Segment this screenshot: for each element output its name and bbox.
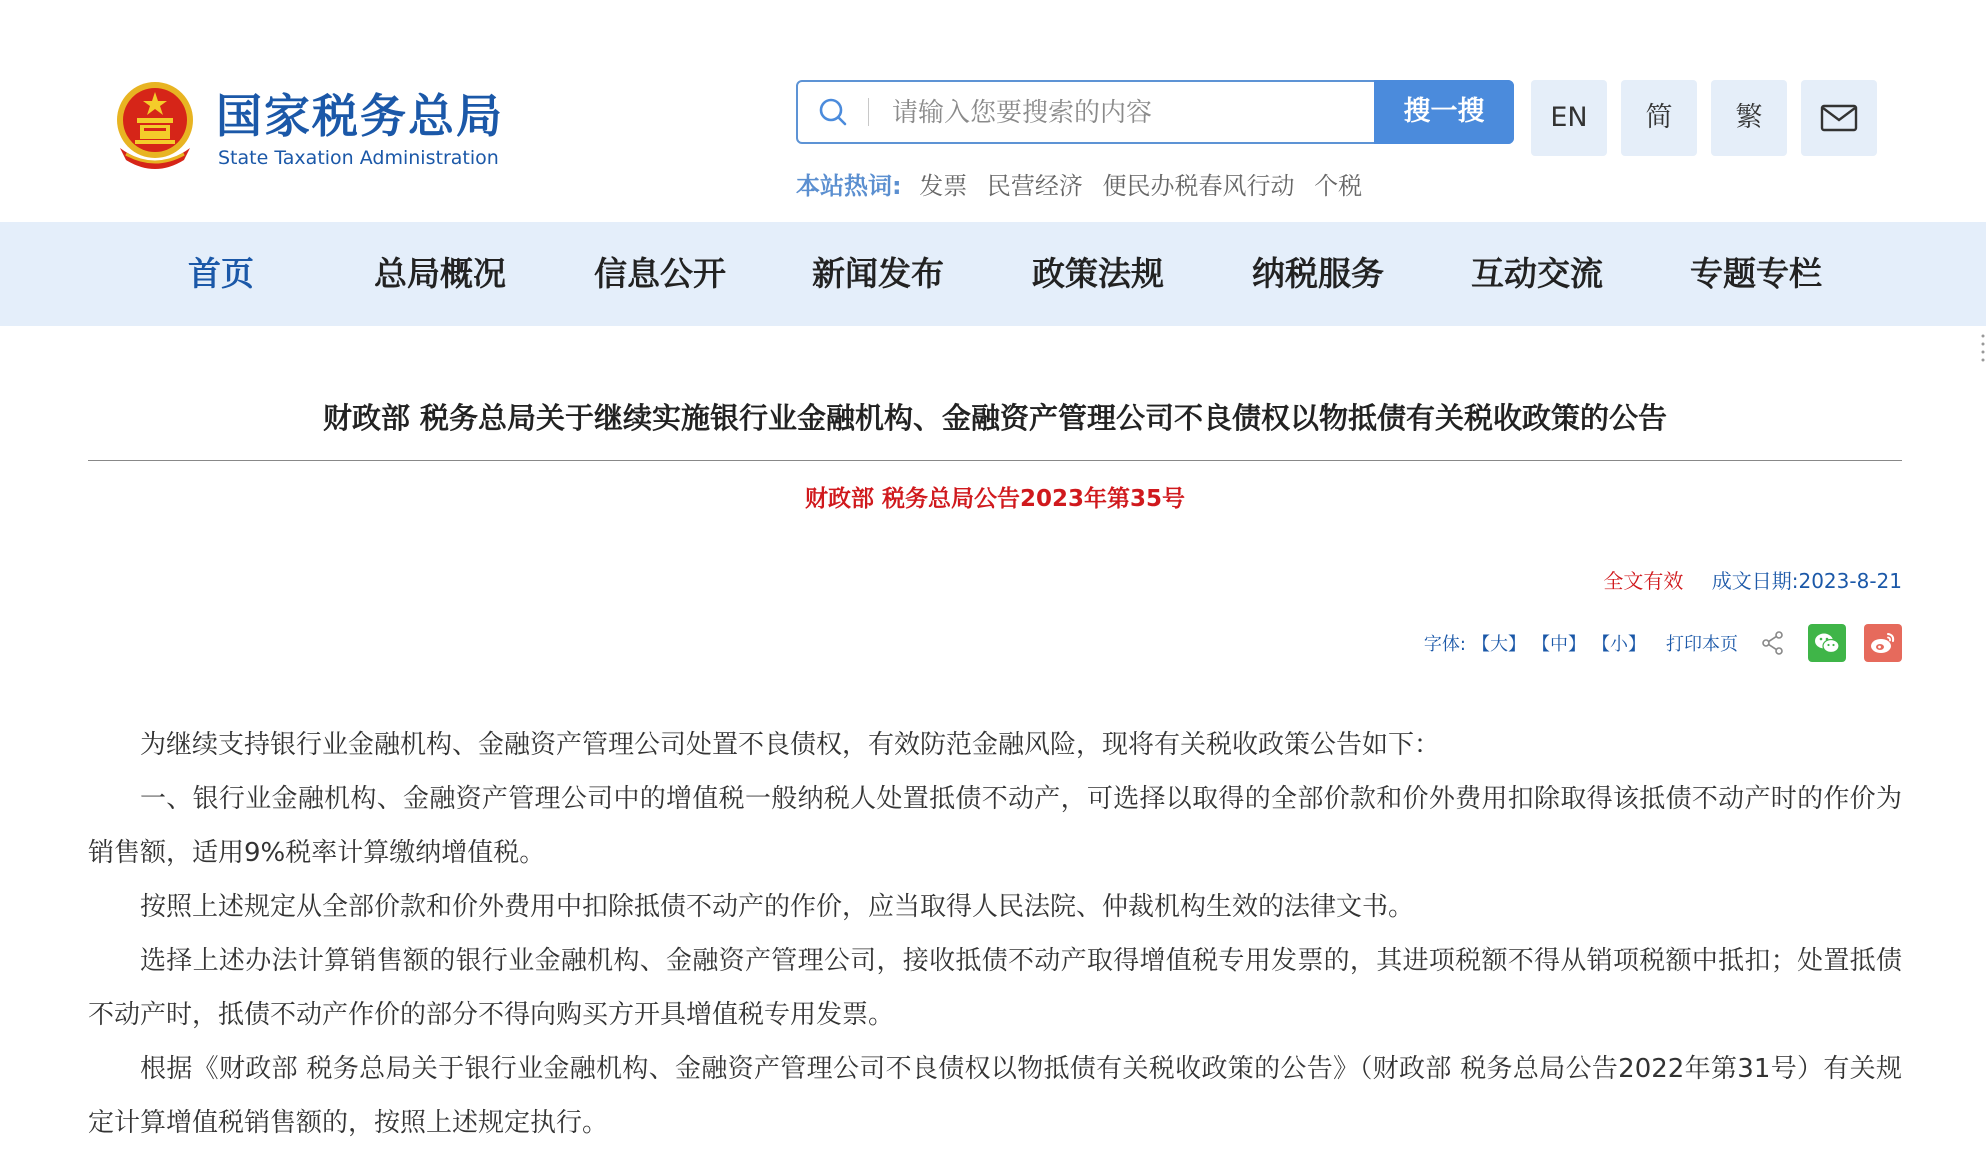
main-nav [0,222,1986,326]
mail-icon [1820,104,1858,132]
article-tools [1424,622,1902,664]
print-button[interactable]: 打印本页 [1666,634,1738,655]
nav-item-tax-service[interactable]: 纳税服务 [1252,254,1384,293]
font-size-large-button[interactable]: 【大】 [1472,634,1526,655]
search-button[interactable]: 搜一搜 [1374,80,1514,144]
search-input[interactable] [890,94,1334,132]
search-box [796,80,1514,144]
article-paragraph: 选择上述办法计算销售额的银行业金融机构、金融资产管理公司，接收抵债不动产取得增值税专用发票的，其进项税额不得从销项税额中抵扣；处置抵债不动产时，抵债不动产作价的部分不得向购买方开具增值税专用发票。 [88,946,1902,1030]
font-size-label: 字体: [1423,634,1466,655]
hot-keyword-link[interactable]: 便民办税春风行动 [1102,172,1295,200]
issue-date: 成文日期:2023-8-21 [1711,569,1902,593]
article-paragraph: 一、银行业金融机构、金融资产管理公司中的增值税一般纳税人处置抵债不动产，可选择以取得的全部价款和价外费用扣除取得该抵债不动产时的作价为销售额，适用9%税率计算缴纳增值税。 [88,784,1902,868]
search-icon [818,97,848,127]
article-title: 财政部 税务总局关于继续实施银行业金融机构、金融资产管理公司不良债权以物抵债有关税收政策的公告 [322,401,1668,435]
simplified-chinese-button[interactable]: 简 [1621,80,1697,156]
nav-item-topics[interactable]: 专题专栏 [1690,254,1822,293]
nav-item-interaction[interactable]: 互动交流 [1471,254,1603,293]
font-size-medium-button[interactable]: 【中】 [1532,634,1586,655]
article-body [88,718,1902,1150]
english-button[interactable]: EN [1531,80,1607,156]
site-name[interactable]: 国家税务总局 [216,89,504,143]
search-divider [868,98,869,126]
mail-button[interactable] [1801,80,1877,156]
article-meta [1603,566,1902,596]
title-divider [88,460,1902,461]
hot-keyword-link[interactable]: 发票 [919,172,968,200]
nav-item-info-disclosure[interactable]: 信息公开 [594,254,726,293]
nav-item-overview[interactable]: 总局概况 [374,254,506,293]
weibo-share-icon[interactable] [1864,624,1902,662]
validity-status: 全文有效 [1603,569,1684,593]
nav-item-policy[interactable]: 政策法规 [1032,254,1164,293]
wechat-share-icon[interactable] [1808,624,1846,662]
site-header [0,0,1986,222]
nav-item-news[interactable]: 新闻发布 [812,254,944,293]
hot-keywords [796,168,1374,204]
national-emblem-icon[interactable] [110,78,200,172]
traditional-chinese-button[interactable]: 繁 [1711,80,1787,156]
scrollbar-handle[interactable] [1980,332,1986,368]
nav-item-home[interactable]: 首页 [188,254,254,293]
hot-keywords-label: 本站热词: [796,172,902,200]
site-name-english[interactable]: State Taxation Administration [218,147,499,169]
hot-keyword-link[interactable]: 民营经济 [986,172,1083,200]
hot-keyword-link[interactable]: 个税 [1314,172,1363,200]
article-paragraph: 按照上述规定从全部价款和价外费用中扣除抵债不动产的作价，应当取得人民法院、仲裁机构生效的法律文书。 [140,892,1415,922]
article-paragraph: 根据《财政部 税务总局关于银行业金融机构、金融资产管理公司不良债权以物抵债有关税收政策的公告》（财政部 税务总局公告2022年第31号）有关规定计算增值税销售额的，按照上述规定执行。 [88,1054,1902,1138]
font-size-small-button[interactable]: 【小】 [1592,634,1646,655]
article-paragraph: 为继续支持银行业金融机构、金融资产管理公司处置不良债权，有效防范金融风险，现将有关税收政策公告如下： [140,730,1441,760]
document-number: 财政部 税务总局公告2023年第35号 [804,486,1186,512]
share-icon[interactable] [1760,630,1786,656]
